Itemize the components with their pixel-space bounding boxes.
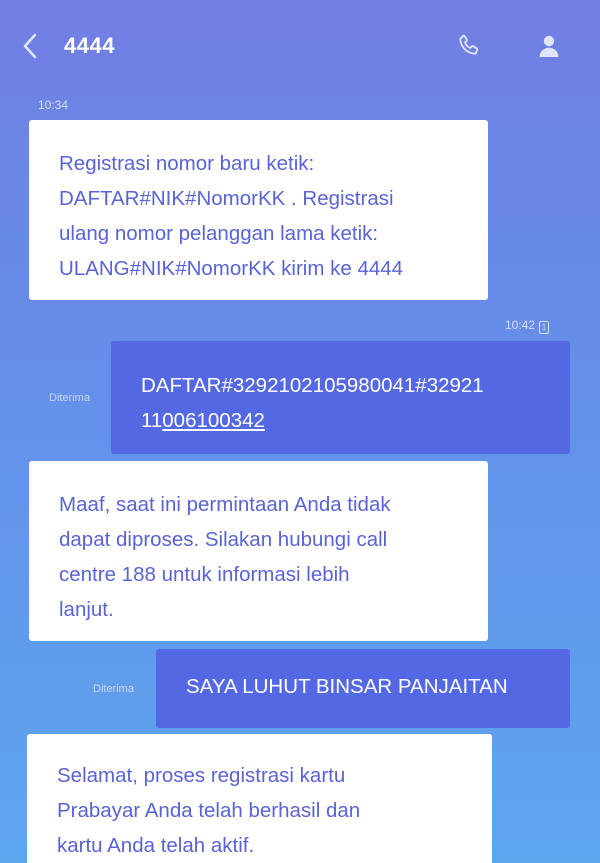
sim-slot-icon: 1 bbox=[539, 321, 549, 334]
message-text-line: Maaf, saat ini permintaan Anda tidak bbox=[59, 493, 391, 516]
message-text-line: lanjut. bbox=[59, 598, 114, 621]
conversation-title: 4444 bbox=[64, 33, 115, 58]
delivery-status: Diterima bbox=[49, 392, 90, 404]
message-text-line: centre 188 untuk informasi lebih bbox=[59, 563, 350, 586]
back-button[interactable] bbox=[14, 28, 46, 64]
person-icon bbox=[538, 34, 560, 58]
call-button[interactable] bbox=[451, 28, 487, 64]
incoming-message-bubble[interactable] bbox=[29, 461, 488, 641]
app-header bbox=[0, 0, 600, 92]
message-text-line: kartu Anda telah aktif. bbox=[57, 834, 255, 857]
message-text-line bbox=[141, 403, 550, 438]
phone-number-link[interactable]: 006100342 bbox=[162, 409, 265, 432]
message-timestamp: 10:42 bbox=[505, 318, 536, 332]
incoming-message-bubble[interactable] bbox=[29, 120, 488, 300]
message-text-line: ULANG#NIK#NomorKK kirim ke 4444 bbox=[59, 257, 404, 280]
message-text-line: Prabayar Anda telah berhasil dan bbox=[57, 799, 361, 822]
outgoing-message-bubble[interactable] bbox=[156, 649, 570, 728]
incoming-message-bubble[interactable] bbox=[27, 734, 492, 863]
message-text-line: DAFTAR#NIK#NomorKK . Registrasi bbox=[59, 187, 394, 210]
chevron-left-icon bbox=[22, 33, 38, 59]
phone-icon bbox=[456, 33, 482, 59]
message-text: 11 bbox=[141, 409, 163, 432]
outgoing-message-bubble[interactable] bbox=[111, 341, 570, 454]
message-text-line: SAYA LUHUT BINSAR PANJAITAN bbox=[186, 675, 508, 698]
message-text-line: ulang nomor pelanggan lama ketik: bbox=[59, 222, 379, 245]
delivery-status: Diterima bbox=[93, 683, 134, 695]
message-text-line: DAFTAR#3292102105980041#32921 bbox=[141, 374, 484, 397]
message-text-line: dapat diproses. Silakan hubungi call bbox=[59, 528, 388, 551]
message-text-line: Registrasi nomor baru ketik: bbox=[59, 152, 315, 175]
message-timestamp: 10:34 bbox=[38, 98, 69, 112]
message-text-line: Selamat, proses registrasi kartu bbox=[57, 764, 346, 787]
message-timestamp-row bbox=[505, 318, 549, 334]
contact-button[interactable] bbox=[531, 28, 567, 64]
